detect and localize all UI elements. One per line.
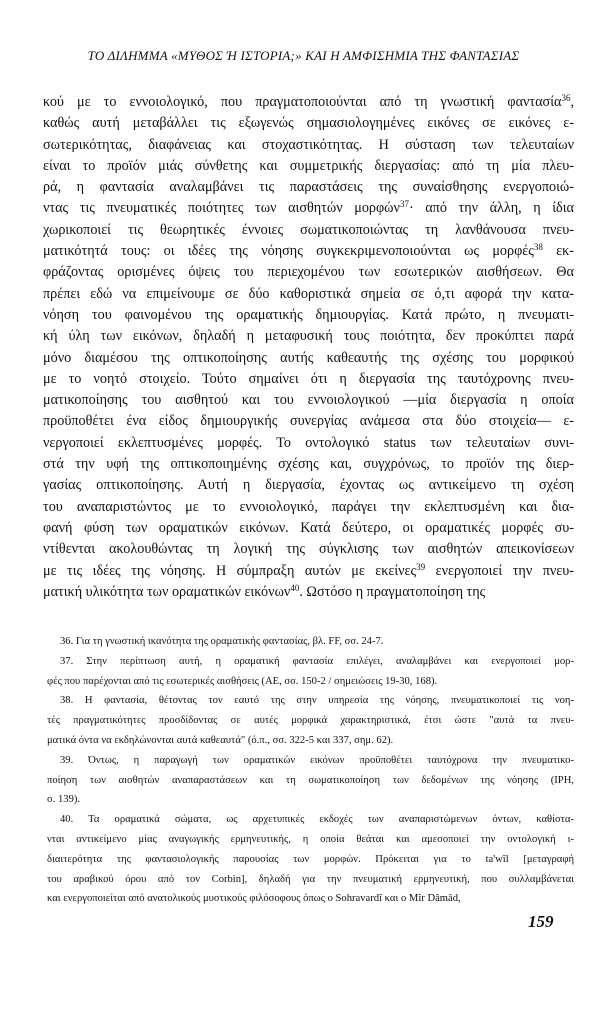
footnote bbox=[47, 691, 574, 750]
body-line: ρά, η φαντασία αναλαμβάνει τις παραστάσεις της συναίσθησης ενεργοποιώ- bbox=[43, 179, 574, 196]
footnote-line: σ. 139). bbox=[47, 794, 81, 806]
footnote-ref: 39 bbox=[416, 561, 426, 572]
body-line: νόηση του φαινομένου της οραματικής δημιουργίας. Κατά πρώτο, η πνευματι- bbox=[43, 306, 574, 323]
body-line: κού με το εννοιολογικό, που πραγματοποιούνται από τη γνωστική φαντασία$^{36}$, bbox=[43, 93, 574, 110]
footnote-line: διαιτερότητα της φαντασιολογικής παρουσίας των μορφών. Πρόκειται για το ta'wîl [μεταγραφή bbox=[47, 853, 574, 865]
body-line: σωτερικότητας, διαφάνειας και στοχαστικότητας. Η σύσταση των τελευταίων bbox=[43, 136, 574, 153]
body-line: στά την υφή της οπτικοποιημένης σχέσης και, συγχρόνως, το προϊόν της διερ- bbox=[43, 456, 574, 473]
body-line: με το νοητό στοιχείο. Τούτο σημαίνει ότι η διεργασία της ταυτόχρονης πνευ- bbox=[43, 370, 574, 387]
body-line: γασίας οπτικοποίησης. Αυτή η διεργασία, έχοντας ως αντικείμενο τη σχέση bbox=[43, 477, 574, 494]
body-line: με τις ιδέες της νόησης. Η σύμπραξη αυτών με εκείνες$^{39}$ ενεργοποιεί την πνευ- bbox=[43, 561, 574, 579]
body-line: ματική υλικότητα των οραματικών εικόνων$^{40}$. Ωστόσο η πραγματοποίηση της bbox=[43, 582, 486, 600]
footnotes bbox=[47, 632, 574, 909]
body-line: του αναπαριστώντος με το εννοιολογικό, παράγει την εκλεπτυσμένη και δια- bbox=[43, 498, 574, 515]
body-line: νεργοποιεί εκλεπτυσμένες μορφές. Το οντολογικό status των τελευταίων συνι- bbox=[43, 434, 574, 451]
footnote-line: ποίηση των αισθητών αναπαραστάσεων και τη σωματικοποίηση των δεδομένων της νόησης (IPH, bbox=[47, 774, 574, 786]
running-head: ΤΟ ΔΙΛΗΜΜΑ «ΜΥΘΟΣ Ή ΙΣΤΟΡΙΑ;» ΚΑΙ Η ΑΜΦΙΣΗΜΙΑ ΤΗΣ ΦΑΝΤΑΣΙΑΣ bbox=[87, 48, 520, 63]
footnote-line: τές πραγματικότητες προσδίδοντας σε αυτές μορφικά χαρακτηριστικά, έτσι ώστε "αυτά τα πνευ- bbox=[47, 715, 574, 727]
footnote-line: 36. Για τη γνωστική ικανότητα της οραματικής φαντασίας, βλ. FF, σσ. 24-7. bbox=[60, 636, 384, 647]
footnote-line: του αραβικού όρου από τον Corbin], δηλαδή για την πνευματική ερμηνευτική, που συλλαμβάνεται bbox=[47, 873, 574, 885]
footnote-line: 39. Όντως, η παραγωγή των οραματικών εικόνων προϋποθέτει ταυτόχρονα την πνευματικο- bbox=[60, 754, 574, 766]
page-number: 159 bbox=[528, 912, 554, 931]
body-line: ματικοποίησης του αισθητού και του εννοιολογικού —μία διεργασία η οποία bbox=[43, 392, 574, 409]
footnote-line: ματικά όντα να εκδηλώνονται αυτά καθεαυτά" (ό.π., σσ. 322-5 και 337, σημ. 62). bbox=[47, 734, 394, 746]
body-line: καθώς αυτή μεταβάλλει τις εξωγενώς σημασιολογημένες εικόνες σε εικόνες ε- bbox=[43, 115, 574, 132]
body-line: κή ύλη των εικόνων, δηλαδή η μεταφυσική τους ποιότητα, δεν προκύπτει παρά bbox=[43, 328, 574, 345]
body-line: μόνο διαμέσου της οπτικοποίησης αυτής καθεαυτής της σχέσης του μορφικού bbox=[43, 349, 574, 366]
body-line: χωρικοποιεί τις θεωρητικές έννοιες σωματικοποιώντας τη λανθάνουσα πνευ- bbox=[43, 221, 574, 238]
footnote bbox=[47, 652, 574, 692]
footnote-line: 38. Η φαντασία, θέτοντας τον εαυτό της στην υπηρεσία της νόησης, πνευματικοποιεί τις νοη- bbox=[60, 695, 574, 707]
body-line: φανή φύση των οραματικών εικόνων. Κατά δεύτερο, οι οραματικές μορφές συ- bbox=[43, 519, 574, 536]
footnote-ref: 37 bbox=[399, 199, 409, 210]
footnote-line: 40. Τα οραματικά σώματα, ως αρχετυπικές εκδοχές των αναπαριστώμενων όντων, καθίστα- bbox=[60, 814, 574, 826]
footnote-line: 37. Στην περίπτωση αυτή, η οραματική φαντασία επιλέγει, αναλαμβάνει και ενεργοποιεί μορ- bbox=[60, 655, 574, 667]
footnote bbox=[47, 632, 574, 652]
footnote bbox=[47, 810, 574, 909]
body-line: προϋποθέτει ένα είδος δημιουργικής συνεργίας ανάμεσα στα δύο στοιχεία— ε- bbox=[43, 413, 574, 430]
footnote-ref: 38 bbox=[533, 242, 543, 253]
body-line: ντίθενται ακολουθώντας τη λογική της σύγκλισης των αισθητών απεικονίσεων bbox=[43, 541, 574, 558]
footnote bbox=[47, 751, 574, 810]
footnote-ref: 36 bbox=[561, 93, 571, 103]
footnote-ref: 40 bbox=[290, 582, 300, 593]
body-line: πρέπει εδώ να επιμείνουμε σε δύο καθοριστικά σημεία σε ό,τι αφορά την κατα- bbox=[43, 285, 574, 302]
footnote-line: φές που παρέχονται από τις εσωτερικές αισθήσεις (AE, σσ. 150-2 / σημειώσεις 19-30, 168). bbox=[47, 675, 438, 687]
body-line: ματικότητά τους: οι ιδέες της νόησης συγκεκριμενοποιούνται ως μορφές$^{38}$ εκ- bbox=[43, 242, 574, 260]
body-line: είναι το προϊόν μιάς σύνθετης και συμμετρικής διεργασίας: από τη μία πλευ- bbox=[43, 157, 574, 174]
body-text bbox=[43, 92, 574, 603]
body-line: ντας τις πνευματικές ποιότητες των αισθητών μορφών$^{37}$· από την άλλη, η ίδια bbox=[43, 199, 574, 217]
body-line: φράζοντας ορισμένες όψεις του περιεχομένου των εσωτερικών αισθήσεων. Θα bbox=[43, 264, 574, 281]
footnote-line: νται αντικείμενο μίας αναγωγικής ερμηνευτικής, η οποία θεάται και αμεσοποιεί την οντολογική ι- bbox=[47, 833, 574, 845]
footnote-line: και ενεργοποιείται από ανατολικούς μυστικούς φιλόσοφους όπως ο Sohravardî και ο Mîr Dâmâd, bbox=[47, 893, 461, 905]
